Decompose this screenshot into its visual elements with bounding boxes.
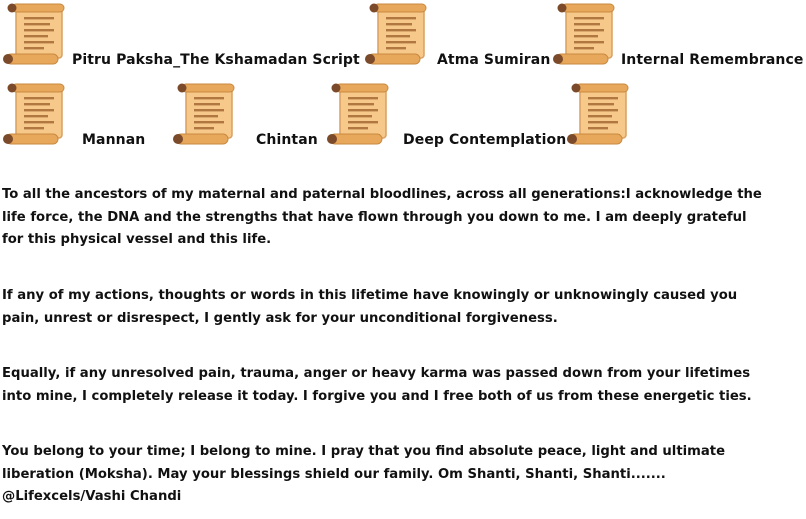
paragraph-ancestors: [2, 184, 762, 252]
body-line: liberation (Moksha). May your blessings shield our family. Om Shanti, Shanti, Shanti.......: [2, 466, 666, 482]
body-line: To all the ancestors of my maternal and paternal bloodlines, across all generations:I acknowledge the: [2, 187, 762, 202]
body-line: Equally, if any unresolved pain, trauma, anger or heavy karma was passed down from your lifetimes: [2, 366, 751, 381]
signature: @Lifexcels/Vashi Chandi: [2, 489, 182, 504]
scroll-icon: [2, 2, 68, 68]
scroll-icon: [566, 82, 632, 148]
header-mannan: Mannan: [82, 132, 146, 148]
scroll-icon: [552, 2, 618, 68]
header-atma-sumiran: Atma Sumiran: [437, 52, 551, 68]
scroll-icon: [172, 82, 238, 148]
header-chintan: Chintan: [256, 132, 318, 148]
body-line: You belong to your time; I belong to mine. I pray that you find absolute peace, light and ultimate: [2, 444, 726, 459]
body-line: for this physical vessel and this life.: [2, 232, 272, 247]
body-line: life force, the DNA and the strengths that have flown through you down to me. I am deeply grateful: [2, 209, 747, 225]
paragraph-forgiveness: [2, 285, 762, 330]
header-title: Pitru Paksha_The Kshamadan Script: [72, 52, 360, 68]
scroll-icon: [364, 2, 430, 68]
body-line: If any of my actions, thoughts or words in this lifetime have knowingly or unknowingly caused you: [2, 288, 738, 303]
scroll-icon: [2, 82, 68, 148]
header-internal-remembrance: Internal Remembrance: [621, 52, 804, 68]
header-deep-contemplation: Deep Contemplation: [403, 132, 567, 148]
body-line: into mine, I completely release it today. I forgive you and I free both of us from these energetic ties.: [2, 388, 752, 404]
paragraph-blessing: [2, 441, 762, 509]
paragraph-release: [2, 363, 762, 408]
body-line: pain, unrest or disrespect, I gently ask for your unconditional forgiveness.: [2, 310, 558, 326]
scroll-icon: [326, 82, 392, 148]
